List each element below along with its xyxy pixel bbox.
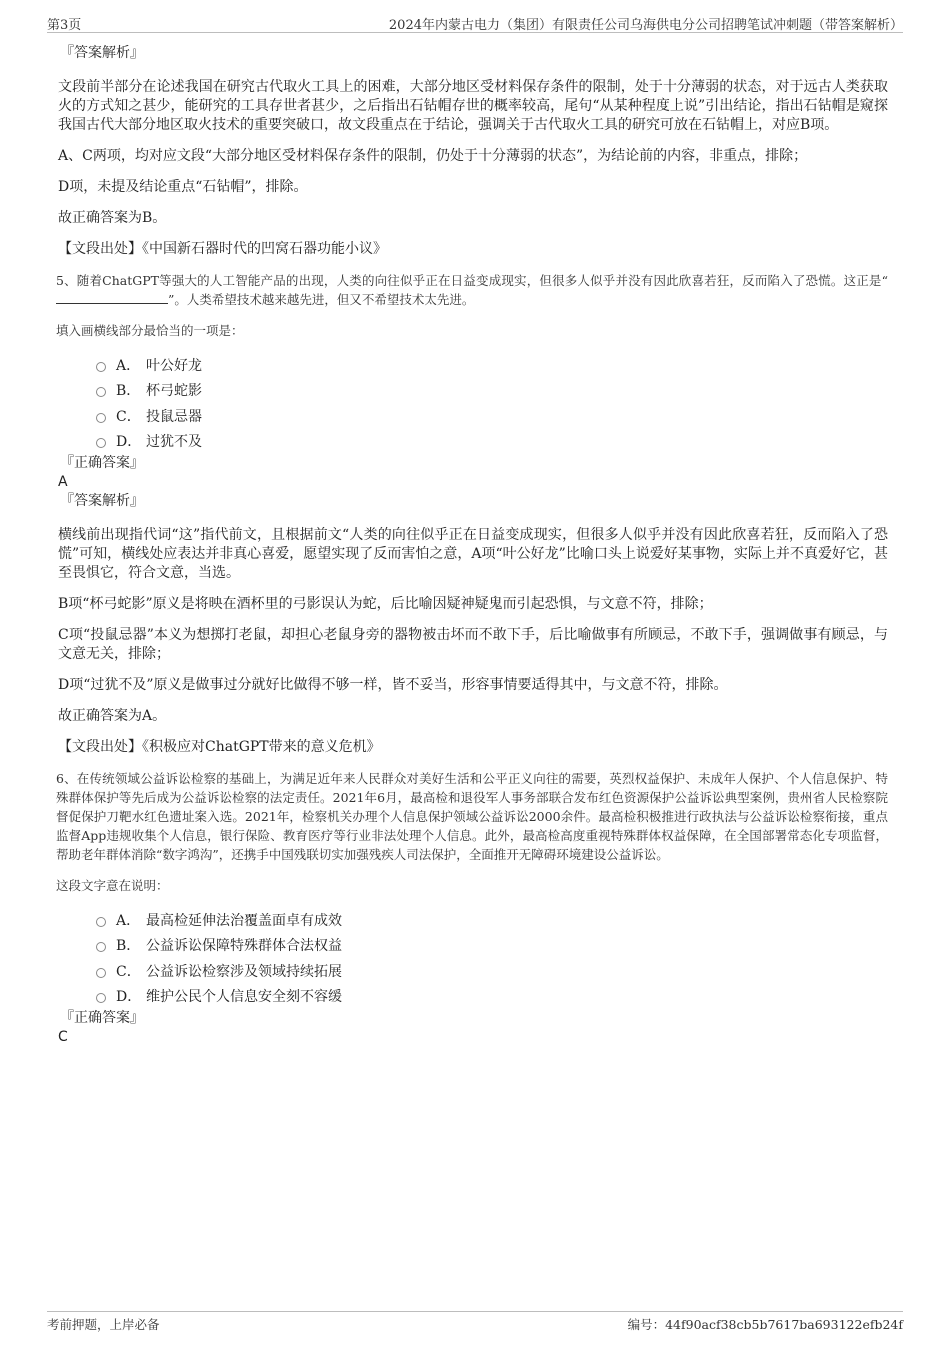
question-5-text: 5、随着ChatGPT等强大的人工智能产品的出现，人类的向往似乎正在日益变成现实，但很多人似乎并没有因此欣喜若狂，反而陷入了恐慌。这正是“”。人类希望技术越来越先进，但又不希望技术太先进。 bbox=[56, 273, 888, 307]
answer-blank bbox=[56, 291, 168, 304]
document-title: 2024年内蒙古电力（集团）有限责任公司乌海供电分公司招聘笔试冲刺题（带答案解析） bbox=[388, 18, 903, 33]
page-content bbox=[56, 44, 888, 1047]
option-d[interactable]: D． 维护公民个人信息安全刻不容缓 bbox=[96, 984, 888, 1010]
option-b[interactable]: B． 公益诉讼保障特殊群体合法权益 bbox=[96, 933, 888, 959]
correct-answer-value: A bbox=[58, 474, 68, 490]
question-5-options bbox=[96, 352, 888, 454]
analysis-paragraph: 故正确答案为B。 bbox=[58, 210, 167, 226]
analysis-paragraph: D项，未提及结论重点“石钻帽”，排除。 bbox=[58, 179, 308, 195]
analysis-paragraph: 故正确答案为A。 bbox=[58, 708, 167, 724]
option-a[interactable]: A． 最高检延伸法治覆盖面卓有成效 bbox=[96, 907, 888, 933]
analysis-paragraph: D项“过犹不及”原义是做事过分就好比做得不够一样，皆不妥当，形容事情要适得其中，与文意不符，排除。 bbox=[58, 677, 728, 693]
analysis-label: 『答案解析』 bbox=[60, 493, 144, 509]
analysis-paragraph: C项“投鼠忌器”本义为想掷打老鼠，却担心老鼠身旁的器物被击坏而不敢下手，后比喻做事有所顾忌，不敢下手，强调做事有顾忌，与文意无关，排除； bbox=[58, 627, 888, 662]
page-number: 第3页 bbox=[47, 18, 82, 33]
question-6-prompt: 这段文字意在说明： bbox=[56, 878, 169, 893]
correct-answer-label: 『正确答案』 bbox=[60, 1010, 144, 1026]
page-header bbox=[47, 14, 903, 33]
radio-icon[interactable] bbox=[96, 993, 106, 1003]
correct-answer-label: 『正确答案』 bbox=[60, 455, 144, 471]
radio-icon[interactable] bbox=[96, 362, 106, 372]
question-6-options bbox=[96, 907, 888, 1009]
footer-slogan: 考前押题，上岸必备 bbox=[47, 1317, 160, 1332]
radio-icon[interactable] bbox=[96, 413, 106, 423]
source-citation: 【文段出处】《积极应对ChatGPT带来的意义危机》 bbox=[58, 739, 381, 755]
source-citation: 【文段出处】《中国新石器时代的凹窝石器功能小议》 bbox=[58, 241, 387, 257]
analysis-paragraph: 文段前半部分在论述我国在研究古代取火工具上的困难，大部分地区受材料保存条件的限制，处于十分薄弱的状态，对于远古人类获取火的方式知之甚少，能研究的工具存世者甚少，之后指出石钻帽存世的概率较高，尾句“从某种程度上说”引出结论，指出石钻帽是窥探我国古代大部分地区取火技术的重要突破口，故文段重点在于结论，强调关于古代取火工具的研究可放在石钻帽上，对应B项。 bbox=[58, 79, 888, 133]
option-c[interactable]: C． 投鼠忌器 bbox=[96, 403, 888, 429]
radio-icon[interactable] bbox=[96, 387, 106, 397]
radio-icon[interactable] bbox=[96, 942, 106, 952]
question-5-prompt: 填入画横线部分最恰当的一项是： bbox=[56, 323, 244, 338]
option-a[interactable]: A． 叶公好龙 bbox=[96, 352, 888, 378]
radio-icon[interactable] bbox=[96, 968, 106, 978]
option-b[interactable]: B． 杯弓蛇影 bbox=[96, 378, 888, 404]
correct-answer-value: C bbox=[58, 1029, 68, 1045]
analysis-label: 『答案解析』 bbox=[60, 45, 144, 61]
analysis-paragraph: 横线前出现指代词“这”指代前文，且根据前文“人类的向往似乎正在日益变成现实，但很多人似乎并没有因此欣喜若狂，反而陷入了恐慌”可知，横线处应表达并非真心喜爱，愿望实现了反而害怕之意，A项“叶公好龙”比喻口头上说爱好某事物，实际上并不真爱好它，甚至畏惧它，符合文意，当选。 bbox=[58, 527, 888, 581]
analysis-paragraph: A、C两项，均对应文段“大部分地区受材料保存条件的限制，仍处于十分薄弱的状态”，为结论前的内容，非重点，排除； bbox=[58, 148, 808, 164]
option-c[interactable]: C． 公益诉讼检察涉及领域持续拓展 bbox=[96, 958, 888, 984]
radio-icon[interactable] bbox=[96, 917, 106, 927]
option-d[interactable]: D． 过犹不及 bbox=[96, 429, 888, 455]
question-6-text: 6、在传统领域公益诉讼检察的基础上，为满足近年来人民群众对美好生活和公平正义向往的需要，英烈权益保护、未成年人保护、个人信息保护、特殊群体保护等先后成为公益诉讼检察的法定责任。2021年6月，最高检和退役军人事务部联合发布红色资源保护公益诉讼典型案例，贵州省人民检察院督促保护刀靶水红色遗址案入选。2021年，检察机关办理个人信息保护领域公益诉讼2000余件。最高检积极推进行政执法与公益诉讼检察衔接，重点监督App违规收集个人信息，银行保险、教育医疗等行业非法处理个人信息。此外，最高检高度重视特殊群体权益保障，在全国部署常态化专项监督，帮助老年群体消除“数字鸿沟”，还携手中国残联切实加强残疾人司法保护，全面推开无障碍环境建设公益诉讼。 bbox=[56, 771, 888, 862]
page-footer bbox=[47, 1311, 903, 1334]
document-code: 编号：44f90acf38cb5b7617ba693122efb24f bbox=[627, 1317, 903, 1332]
analysis-paragraph: B项“杯弓蛇影”原义是将映在酒杯里的弓影误认为蛇，后比喻因疑神疑鬼而引起恐惧，与文意不符，排除； bbox=[58, 596, 713, 612]
radio-icon[interactable] bbox=[96, 438, 106, 448]
